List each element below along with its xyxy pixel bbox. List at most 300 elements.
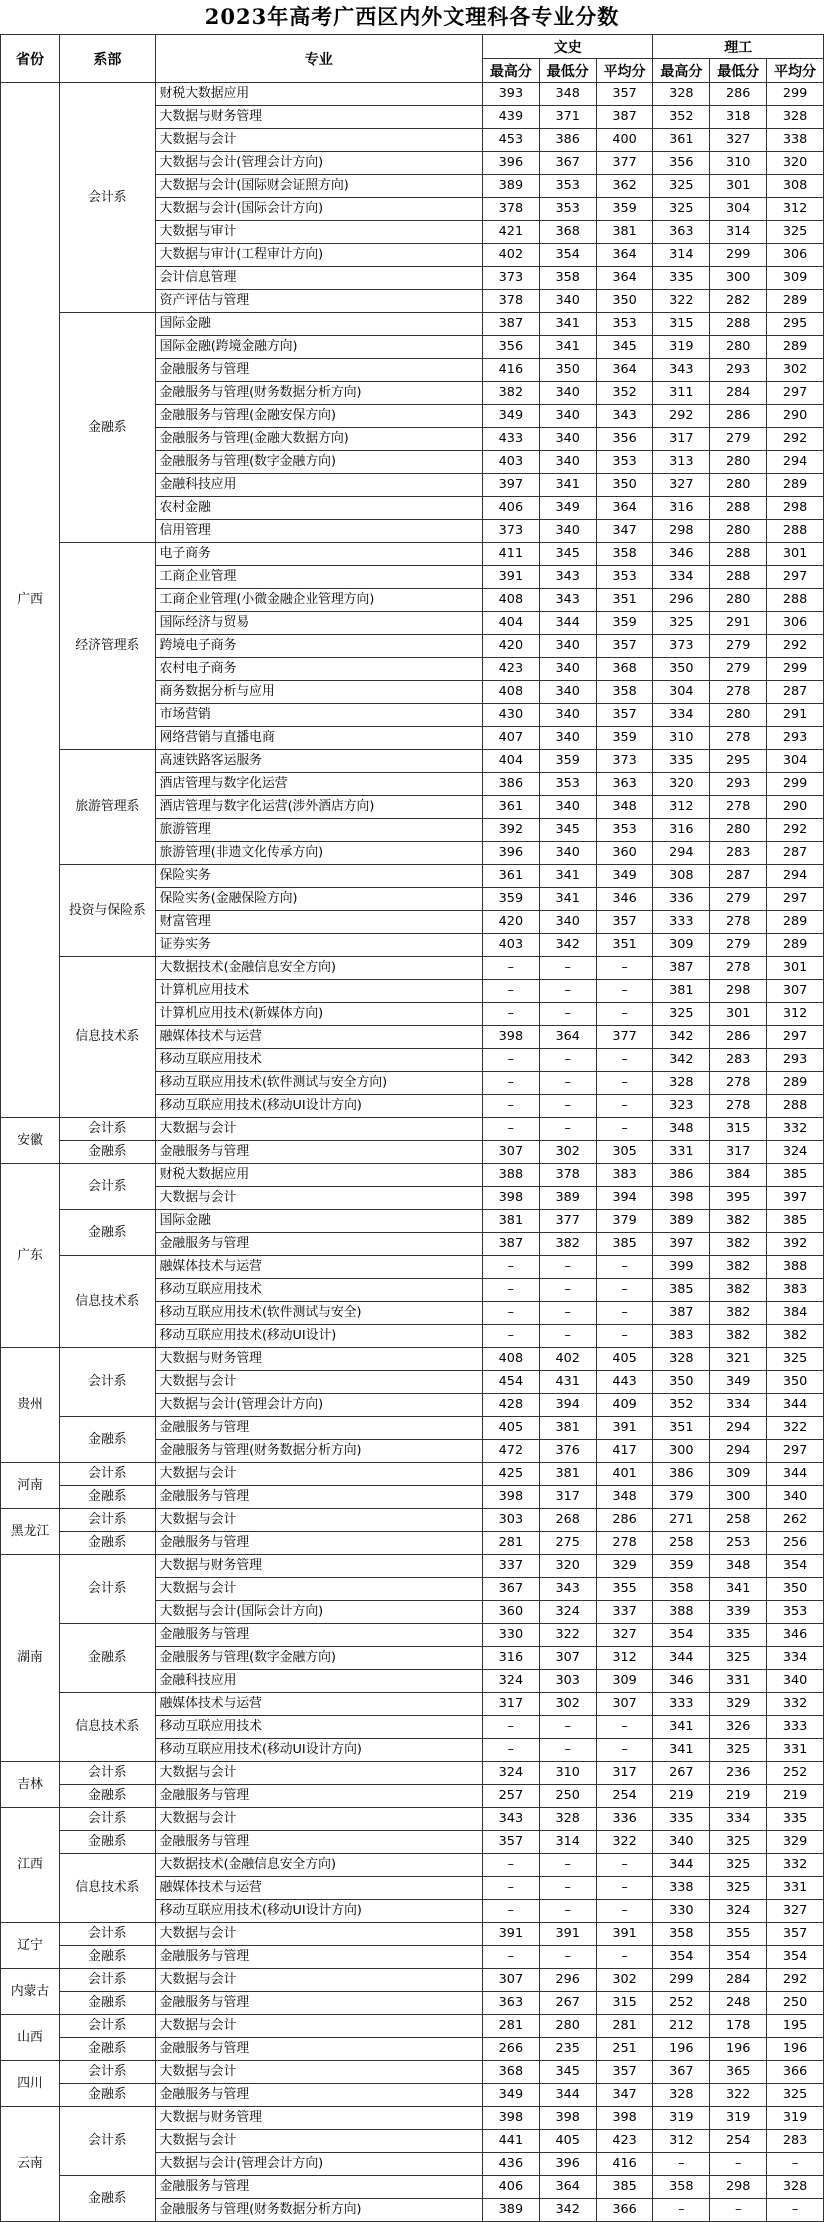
wen-max-cell: 423 xyxy=(482,658,539,681)
li-max-cell: 258 xyxy=(653,1532,710,1555)
li-avg-cell: 290 xyxy=(767,405,824,428)
wen-avg-cell: 409 xyxy=(596,1394,653,1417)
li-avg-cell: 324 xyxy=(767,1141,824,1164)
li-min-cell: 280 xyxy=(710,819,767,842)
major-cell: 移动互联应用技术 xyxy=(155,1716,482,1739)
major-cell: 计算机应用技术(新媒体方向) xyxy=(155,1003,482,1026)
li-avg-cell: 384 xyxy=(767,1302,824,1325)
wen-avg-cell: 401 xyxy=(596,1463,653,1486)
wen-min-cell: 340 xyxy=(539,290,596,313)
li-max-cell: 358 xyxy=(653,1923,710,1946)
wen-avg-cell: 379 xyxy=(596,1210,653,1233)
major-cell: 大数据与会计 xyxy=(155,1762,482,1785)
major-cell: 市场营销 xyxy=(155,704,482,727)
li-max-cell: 334 xyxy=(653,704,710,727)
li-min-cell: 291 xyxy=(710,612,767,635)
department-cell: 信息技术系 xyxy=(60,1693,155,1762)
wen-avg-cell: 359 xyxy=(596,198,653,221)
li-avg-cell: 392 xyxy=(767,1233,824,1256)
li-max-cell: 352 xyxy=(653,106,710,129)
wen-max-cell: 324 xyxy=(482,1670,539,1693)
li-min-cell: 317 xyxy=(710,1141,767,1164)
li-min-cell: 329 xyxy=(710,1693,767,1716)
province-cell: 广西 xyxy=(1,83,60,1118)
wen-min-cell: – xyxy=(539,957,596,980)
major-cell: 大数据与财务管理 xyxy=(155,2107,482,2130)
li-min-cell: 279 xyxy=(710,934,767,957)
wen-avg-cell: 345 xyxy=(596,336,653,359)
li-max-cell: 212 xyxy=(653,2015,710,2038)
wen-min-cell: 296 xyxy=(539,1969,596,1992)
major-cell: 大数据与会计(管理会计方向) xyxy=(155,2153,482,2176)
wen-min-cell: 314 xyxy=(539,1831,596,1854)
major-cell: 大数据与财务管理 xyxy=(155,1555,482,1578)
header-wen-avg: 平均分 xyxy=(596,59,653,83)
li-min-cell: 279 xyxy=(710,428,767,451)
wen-max-cell: – xyxy=(482,1739,539,1762)
department-cell: 金融系 xyxy=(60,1831,155,1854)
li-min-cell: 322 xyxy=(710,2084,767,2107)
li-max-cell: 381 xyxy=(653,980,710,1003)
li-min-cell: 253 xyxy=(710,1532,767,1555)
li-avg-cell: 291 xyxy=(767,704,824,727)
li-avg-cell: 306 xyxy=(767,244,824,267)
li-min-cell: 326 xyxy=(710,1716,767,1739)
li-min-cell: 248 xyxy=(710,1992,767,2015)
department-cell: 金融系 xyxy=(60,1486,155,1509)
wen-avg-cell: 254 xyxy=(596,1785,653,1808)
wen-min-cell: 431 xyxy=(539,1371,596,1394)
li-avg-cell: 288 xyxy=(767,589,824,612)
wen-avg-cell: 364 xyxy=(596,244,653,267)
wen-avg-cell: 360 xyxy=(596,842,653,865)
li-max-cell: 342 xyxy=(653,1026,710,1049)
wen-max-cell: 378 xyxy=(482,290,539,313)
major-cell: 移动互联应用技术(移动UI设计方向) xyxy=(155,1739,482,1762)
header-province: 省份 xyxy=(1,35,60,83)
major-cell: 大数据与会计 xyxy=(155,1371,482,1394)
wen-min-cell: 394 xyxy=(539,1394,596,1417)
wen-max-cell: 382 xyxy=(482,382,539,405)
wen-max-cell: 324 xyxy=(482,1762,539,1785)
major-cell: 金融科技应用 xyxy=(155,1670,482,1693)
li-max-cell: 346 xyxy=(653,543,710,566)
li-max-cell: 267 xyxy=(653,1762,710,1785)
department-cell: 信息技术系 xyxy=(60,1854,155,1923)
wen-max-cell: 361 xyxy=(482,865,539,888)
wen-avg-cell: 353 xyxy=(596,819,653,842)
wen-min-cell: 358 xyxy=(539,267,596,290)
li-max-cell: 325 xyxy=(653,198,710,221)
wen-avg-cell: – xyxy=(596,1854,653,1877)
li-max-cell: 296 xyxy=(653,589,710,612)
wen-max-cell: 337 xyxy=(482,1555,539,1578)
li-min-cell: 384 xyxy=(710,1164,767,1187)
wen-max-cell: 307 xyxy=(482,1969,539,1992)
li-min-cell: 300 xyxy=(710,1486,767,1509)
wen-max-cell: 356 xyxy=(482,336,539,359)
wen-min-cell: – xyxy=(539,1302,596,1325)
wen-avg-cell: 364 xyxy=(596,359,653,382)
wen-avg-cell: – xyxy=(596,1279,653,1302)
major-cell: 大数据与会计 xyxy=(155,129,482,152)
li-max-cell: 387 xyxy=(653,1302,710,1325)
wen-min-cell: 280 xyxy=(539,2015,596,2038)
major-cell: 财税大数据应用 xyxy=(155,83,482,106)
li-min-cell: 325 xyxy=(710,1647,767,1670)
li-min-cell: 301 xyxy=(710,1003,767,1026)
li-min-cell: 298 xyxy=(710,980,767,1003)
li-avg-cell: 304 xyxy=(767,750,824,773)
province-cell: 贵州 xyxy=(1,1348,60,1463)
table-row xyxy=(1,1923,824,1946)
table-row xyxy=(1,1210,824,1233)
li-avg-cell: 195 xyxy=(767,2015,824,2038)
li-avg-cell: 295 xyxy=(767,313,824,336)
li-min-cell: 279 xyxy=(710,658,767,681)
wen-min-cell: 371 xyxy=(539,106,596,129)
li-max-cell: 341 xyxy=(653,1716,710,1739)
wen-max-cell: 398 xyxy=(482,2107,539,2130)
major-cell: 保险实务(金融保险方向) xyxy=(155,888,482,911)
wen-max-cell: 281 xyxy=(482,1532,539,1555)
wen-avg-cell: – xyxy=(596,1256,653,1279)
wen-max-cell: 367 xyxy=(482,1578,539,1601)
wen-max-cell: 439 xyxy=(482,106,539,129)
wen-avg-cell: 353 xyxy=(596,313,653,336)
li-max-cell: 316 xyxy=(653,497,710,520)
li-max-cell: 383 xyxy=(653,1325,710,1348)
li-max-cell: 330 xyxy=(653,1900,710,1923)
major-cell: 融媒体技术与运营 xyxy=(155,1026,482,1049)
wen-max-cell: 363 xyxy=(482,1992,539,2015)
wen-max-cell: 373 xyxy=(482,520,539,543)
wen-min-cell: – xyxy=(539,1095,596,1118)
province-cell: 江西 xyxy=(1,1808,60,1923)
table-row xyxy=(1,2015,824,2038)
li-min-cell: 309 xyxy=(710,1463,767,1486)
li-min-cell: 286 xyxy=(710,83,767,106)
wen-min-cell: 405 xyxy=(539,2130,596,2153)
major-cell: 财富管理 xyxy=(155,911,482,934)
table-row xyxy=(1,1992,824,2015)
li-max-cell: 354 xyxy=(653,1946,710,1969)
wen-max-cell: – xyxy=(482,1716,539,1739)
li-avg-cell: 344 xyxy=(767,1463,824,1486)
li-min-cell: 339 xyxy=(710,1601,767,1624)
li-avg-cell: – xyxy=(767,2199,824,2222)
table-row xyxy=(1,750,824,773)
wen-avg-cell: 391 xyxy=(596,1417,653,1440)
major-cell: 国际金融(跨境金融方向) xyxy=(155,336,482,359)
department-cell: 金融系 xyxy=(60,1532,155,1555)
wen-min-cell: 381 xyxy=(539,1417,596,1440)
li-min-cell: 278 xyxy=(710,681,767,704)
major-cell: 金融服务与管理 xyxy=(155,1624,482,1647)
li-max-cell: 356 xyxy=(653,152,710,175)
wen-avg-cell: – xyxy=(596,1877,653,1900)
wen-max-cell: 454 xyxy=(482,1371,539,1394)
header-li-avg: 平均分 xyxy=(767,59,824,83)
wen-min-cell: 343 xyxy=(539,566,596,589)
wen-avg-cell: – xyxy=(596,980,653,1003)
li-min-cell: 279 xyxy=(710,635,767,658)
li-max-cell: – xyxy=(653,2153,710,2176)
li-min-cell: 286 xyxy=(710,1026,767,1049)
li-max-cell: 299 xyxy=(653,1969,710,1992)
li-min-cell: – xyxy=(710,2153,767,2176)
table-row xyxy=(1,2107,824,2130)
li-min-cell: 349 xyxy=(710,1371,767,1394)
major-cell: 大数据技术(金融信息安全方向) xyxy=(155,957,482,980)
wen-avg-cell: – xyxy=(596,1095,653,1118)
wen-max-cell: 404 xyxy=(482,750,539,773)
li-min-cell: 325 xyxy=(710,1831,767,1854)
li-avg-cell: 297 xyxy=(767,1440,824,1463)
wen-avg-cell: 351 xyxy=(596,589,653,612)
wen-max-cell: 416 xyxy=(482,359,539,382)
major-cell: 移动互联应用技术(软件测试与安全) xyxy=(155,1302,482,1325)
major-cell: 大数据与会计(国际财会证照方向) xyxy=(155,175,482,198)
wen-min-cell: 344 xyxy=(539,2084,596,2107)
li-avg-cell: 302 xyxy=(767,359,824,382)
wen-avg-cell: 358 xyxy=(596,681,653,704)
table-row xyxy=(1,1118,824,1141)
wen-min-cell: 359 xyxy=(539,750,596,773)
li-avg-cell: 297 xyxy=(767,382,824,405)
wen-avg-cell: 348 xyxy=(596,1486,653,1509)
major-cell: 酒店管理与数字化运营(涉外酒店方向) xyxy=(155,796,482,819)
li-max-cell: 385 xyxy=(653,1279,710,1302)
major-cell: 资产评估与管理 xyxy=(155,290,482,313)
li-max-cell: 271 xyxy=(653,1509,710,1532)
wen-avg-cell: 351 xyxy=(596,934,653,957)
department-cell: 金融系 xyxy=(60,1141,155,1164)
li-max-cell: 350 xyxy=(653,658,710,681)
li-min-cell: 278 xyxy=(710,957,767,980)
li-min-cell: 382 xyxy=(710,1325,767,1348)
province-cell: 云南 xyxy=(1,2107,60,2222)
major-cell: 农村金融 xyxy=(155,497,482,520)
province-cell: 四川 xyxy=(1,2061,60,2107)
li-min-cell: 321 xyxy=(710,1348,767,1371)
wen-min-cell: 377 xyxy=(539,1210,596,1233)
wen-max-cell: 420 xyxy=(482,911,539,934)
wen-min-cell: – xyxy=(539,1325,596,1348)
li-max-cell: 328 xyxy=(653,83,710,106)
wen-min-cell: 302 xyxy=(539,1693,596,1716)
li-max-cell: 348 xyxy=(653,1118,710,1141)
wen-min-cell: 389 xyxy=(539,1187,596,1210)
li-avg-cell: 292 xyxy=(767,819,824,842)
table-row xyxy=(1,543,824,566)
header-department: 系部 xyxy=(60,35,155,83)
li-avg-cell: 354 xyxy=(767,1555,824,1578)
major-cell: 金融服务与管理 xyxy=(155,2084,482,2107)
wen-max-cell: 359 xyxy=(482,888,539,911)
major-cell: 大数据与会计 xyxy=(155,1808,482,1831)
li-max-cell: 310 xyxy=(653,727,710,750)
li-min-cell: 283 xyxy=(710,1049,767,1072)
department-cell: 投资与保险系 xyxy=(60,865,155,957)
major-cell: 电子商务 xyxy=(155,543,482,566)
major-cell: 金融服务与管理(财务数据分析方向) xyxy=(155,382,482,405)
department-cell: 会计系 xyxy=(60,1118,155,1141)
li-min-cell: 284 xyxy=(710,1969,767,1992)
wen-min-cell: – xyxy=(539,1946,596,1969)
department-cell: 金融系 xyxy=(60,1417,155,1463)
li-min-cell: 278 xyxy=(710,796,767,819)
table-row xyxy=(1,2038,824,2061)
li-max-cell: 358 xyxy=(653,2176,710,2199)
header-wen-max: 最高分 xyxy=(482,59,539,83)
li-max-cell: 309 xyxy=(653,934,710,957)
wen-min-cell: 235 xyxy=(539,2038,596,2061)
wen-min-cell: 386 xyxy=(539,129,596,152)
wen-min-cell: – xyxy=(539,980,596,1003)
li-avg-cell: 325 xyxy=(767,2084,824,2107)
wen-min-cell: 353 xyxy=(539,175,596,198)
li-max-cell: – xyxy=(653,2199,710,2222)
li-max-cell: 308 xyxy=(653,865,710,888)
li-avg-cell: 333 xyxy=(767,1716,824,1739)
wen-min-cell: 345 xyxy=(539,819,596,842)
wen-max-cell: – xyxy=(482,1279,539,1302)
li-min-cell: 335 xyxy=(710,1624,767,1647)
wen-min-cell: 340 xyxy=(539,382,596,405)
department-cell: 会计系 xyxy=(60,2061,155,2084)
wen-max-cell: 349 xyxy=(482,2084,539,2107)
li-max-cell: 328 xyxy=(653,2084,710,2107)
major-cell: 金融服务与管理 xyxy=(155,1486,482,1509)
wen-max-cell: 343 xyxy=(482,1808,539,1831)
wen-max-cell: – xyxy=(482,1325,539,1348)
wen-min-cell: – xyxy=(539,1118,596,1141)
major-cell: 大数据与审计(工程审计方向) xyxy=(155,244,482,267)
header-wen-min: 最低分 xyxy=(539,59,596,83)
li-avg-cell: 298 xyxy=(767,497,824,520)
li-avg-cell: 334 xyxy=(767,1647,824,1670)
li-min-cell: 288 xyxy=(710,543,767,566)
wen-max-cell: 389 xyxy=(482,175,539,198)
wen-max-cell: 407 xyxy=(482,727,539,750)
major-cell: 移动互联应用技术(软件测试与安全方向) xyxy=(155,1072,482,1095)
table-row xyxy=(1,2176,824,2199)
wen-max-cell: 430 xyxy=(482,704,539,727)
li-avg-cell: 340 xyxy=(767,1670,824,1693)
wen-min-cell: 382 xyxy=(539,1233,596,1256)
major-cell: 网络营销与直播电商 xyxy=(155,727,482,750)
li-max-cell: 292 xyxy=(653,405,710,428)
department-cell: 会计系 xyxy=(60,2107,155,2176)
li-min-cell: 282 xyxy=(710,290,767,313)
li-avg-cell: 388 xyxy=(767,1256,824,1279)
wen-avg-cell: 357 xyxy=(596,911,653,934)
wen-avg-cell: 315 xyxy=(596,1992,653,2015)
li-max-cell: 312 xyxy=(653,796,710,819)
li-min-cell: 355 xyxy=(710,1923,767,1946)
major-cell: 酒店管理与数字化运营 xyxy=(155,773,482,796)
major-cell: 移动互联应用技术 xyxy=(155,1279,482,1302)
li-max-cell: 322 xyxy=(653,290,710,313)
wen-avg-cell: – xyxy=(596,1118,653,1141)
page-title: 2023年高考广西区内外文理科各专业分数 xyxy=(204,4,620,29)
wen-min-cell: 402 xyxy=(539,1348,596,1371)
li-max-cell: 312 xyxy=(653,2130,710,2153)
li-avg-cell: 340 xyxy=(767,1486,824,1509)
wen-avg-cell: 383 xyxy=(596,1164,653,1187)
major-cell: 移动互联应用技术(移动UI设计) xyxy=(155,1325,482,1348)
li-min-cell: 280 xyxy=(710,451,767,474)
wen-max-cell: – xyxy=(482,957,539,980)
major-cell: 大数据与会计 xyxy=(155,1187,482,1210)
major-cell: 金融服务与管理 xyxy=(155,1532,482,1555)
wen-min-cell: 376 xyxy=(539,1440,596,1463)
table-row xyxy=(1,1946,824,1969)
major-cell: 工商企业管理(小微金融企业管理方向) xyxy=(155,589,482,612)
wen-min-cell: 340 xyxy=(539,428,596,451)
major-cell: 金融服务与管理(财务数据分析方向) xyxy=(155,1440,482,1463)
li-min-cell: 325 xyxy=(710,1739,767,1762)
table-row xyxy=(1,1417,824,1440)
wen-avg-cell: 405 xyxy=(596,1348,653,1371)
wen-avg-cell: 302 xyxy=(596,1969,653,1992)
li-min-cell: 294 xyxy=(710,1440,767,1463)
major-cell: 大数据与审计 xyxy=(155,221,482,244)
wen-min-cell: 341 xyxy=(539,336,596,359)
wen-min-cell: 307 xyxy=(539,1647,596,1670)
header-major: 专业 xyxy=(155,35,482,83)
li-avg-cell: 292 xyxy=(767,428,824,451)
province-cell: 辽宁 xyxy=(1,1923,60,1969)
wen-min-cell: 340 xyxy=(539,704,596,727)
department-cell: 信息技术系 xyxy=(60,1256,155,1348)
li-max-cell: 298 xyxy=(653,520,710,543)
major-cell: 大数据与会计 xyxy=(155,1578,482,1601)
major-cell: 国际金融 xyxy=(155,313,482,336)
wen-avg-cell: 307 xyxy=(596,1693,653,1716)
li-max-cell: 316 xyxy=(653,819,710,842)
li-avg-cell: 322 xyxy=(767,1417,824,1440)
table-row xyxy=(1,1348,824,1371)
department-cell: 金融系 xyxy=(60,1992,155,2015)
wen-max-cell: 303 xyxy=(482,1509,539,1532)
major-cell: 金融服务与管理 xyxy=(155,2038,482,2061)
wen-avg-cell: 343 xyxy=(596,405,653,428)
major-cell: 移动互联应用技术(移动UI设计方向) xyxy=(155,1900,482,1923)
major-cell: 大数据与会计 xyxy=(155,1923,482,1946)
wen-max-cell: 391 xyxy=(482,566,539,589)
wen-max-cell: 349 xyxy=(482,405,539,428)
li-avg-cell: 344 xyxy=(767,1394,824,1417)
header-li: 理工 xyxy=(653,35,824,59)
major-cell: 融媒体技术与运营 xyxy=(155,1693,482,1716)
department-cell: 旅游管理系 xyxy=(60,750,155,865)
li-avg-cell: 350 xyxy=(767,1371,824,1394)
wen-min-cell: 340 xyxy=(539,796,596,819)
li-max-cell: 388 xyxy=(653,1601,710,1624)
wen-max-cell: 403 xyxy=(482,451,539,474)
table-row xyxy=(1,1256,824,1279)
wen-avg-cell: 363 xyxy=(596,773,653,796)
li-max-cell: 344 xyxy=(653,1647,710,1670)
li-avg-cell: 382 xyxy=(767,1325,824,1348)
li-max-cell: 300 xyxy=(653,1440,710,1463)
wen-avg-cell: 362 xyxy=(596,175,653,198)
wen-min-cell: 396 xyxy=(539,2153,596,2176)
major-cell: 金融服务与管理 xyxy=(155,359,482,382)
wen-avg-cell: 357 xyxy=(596,83,653,106)
